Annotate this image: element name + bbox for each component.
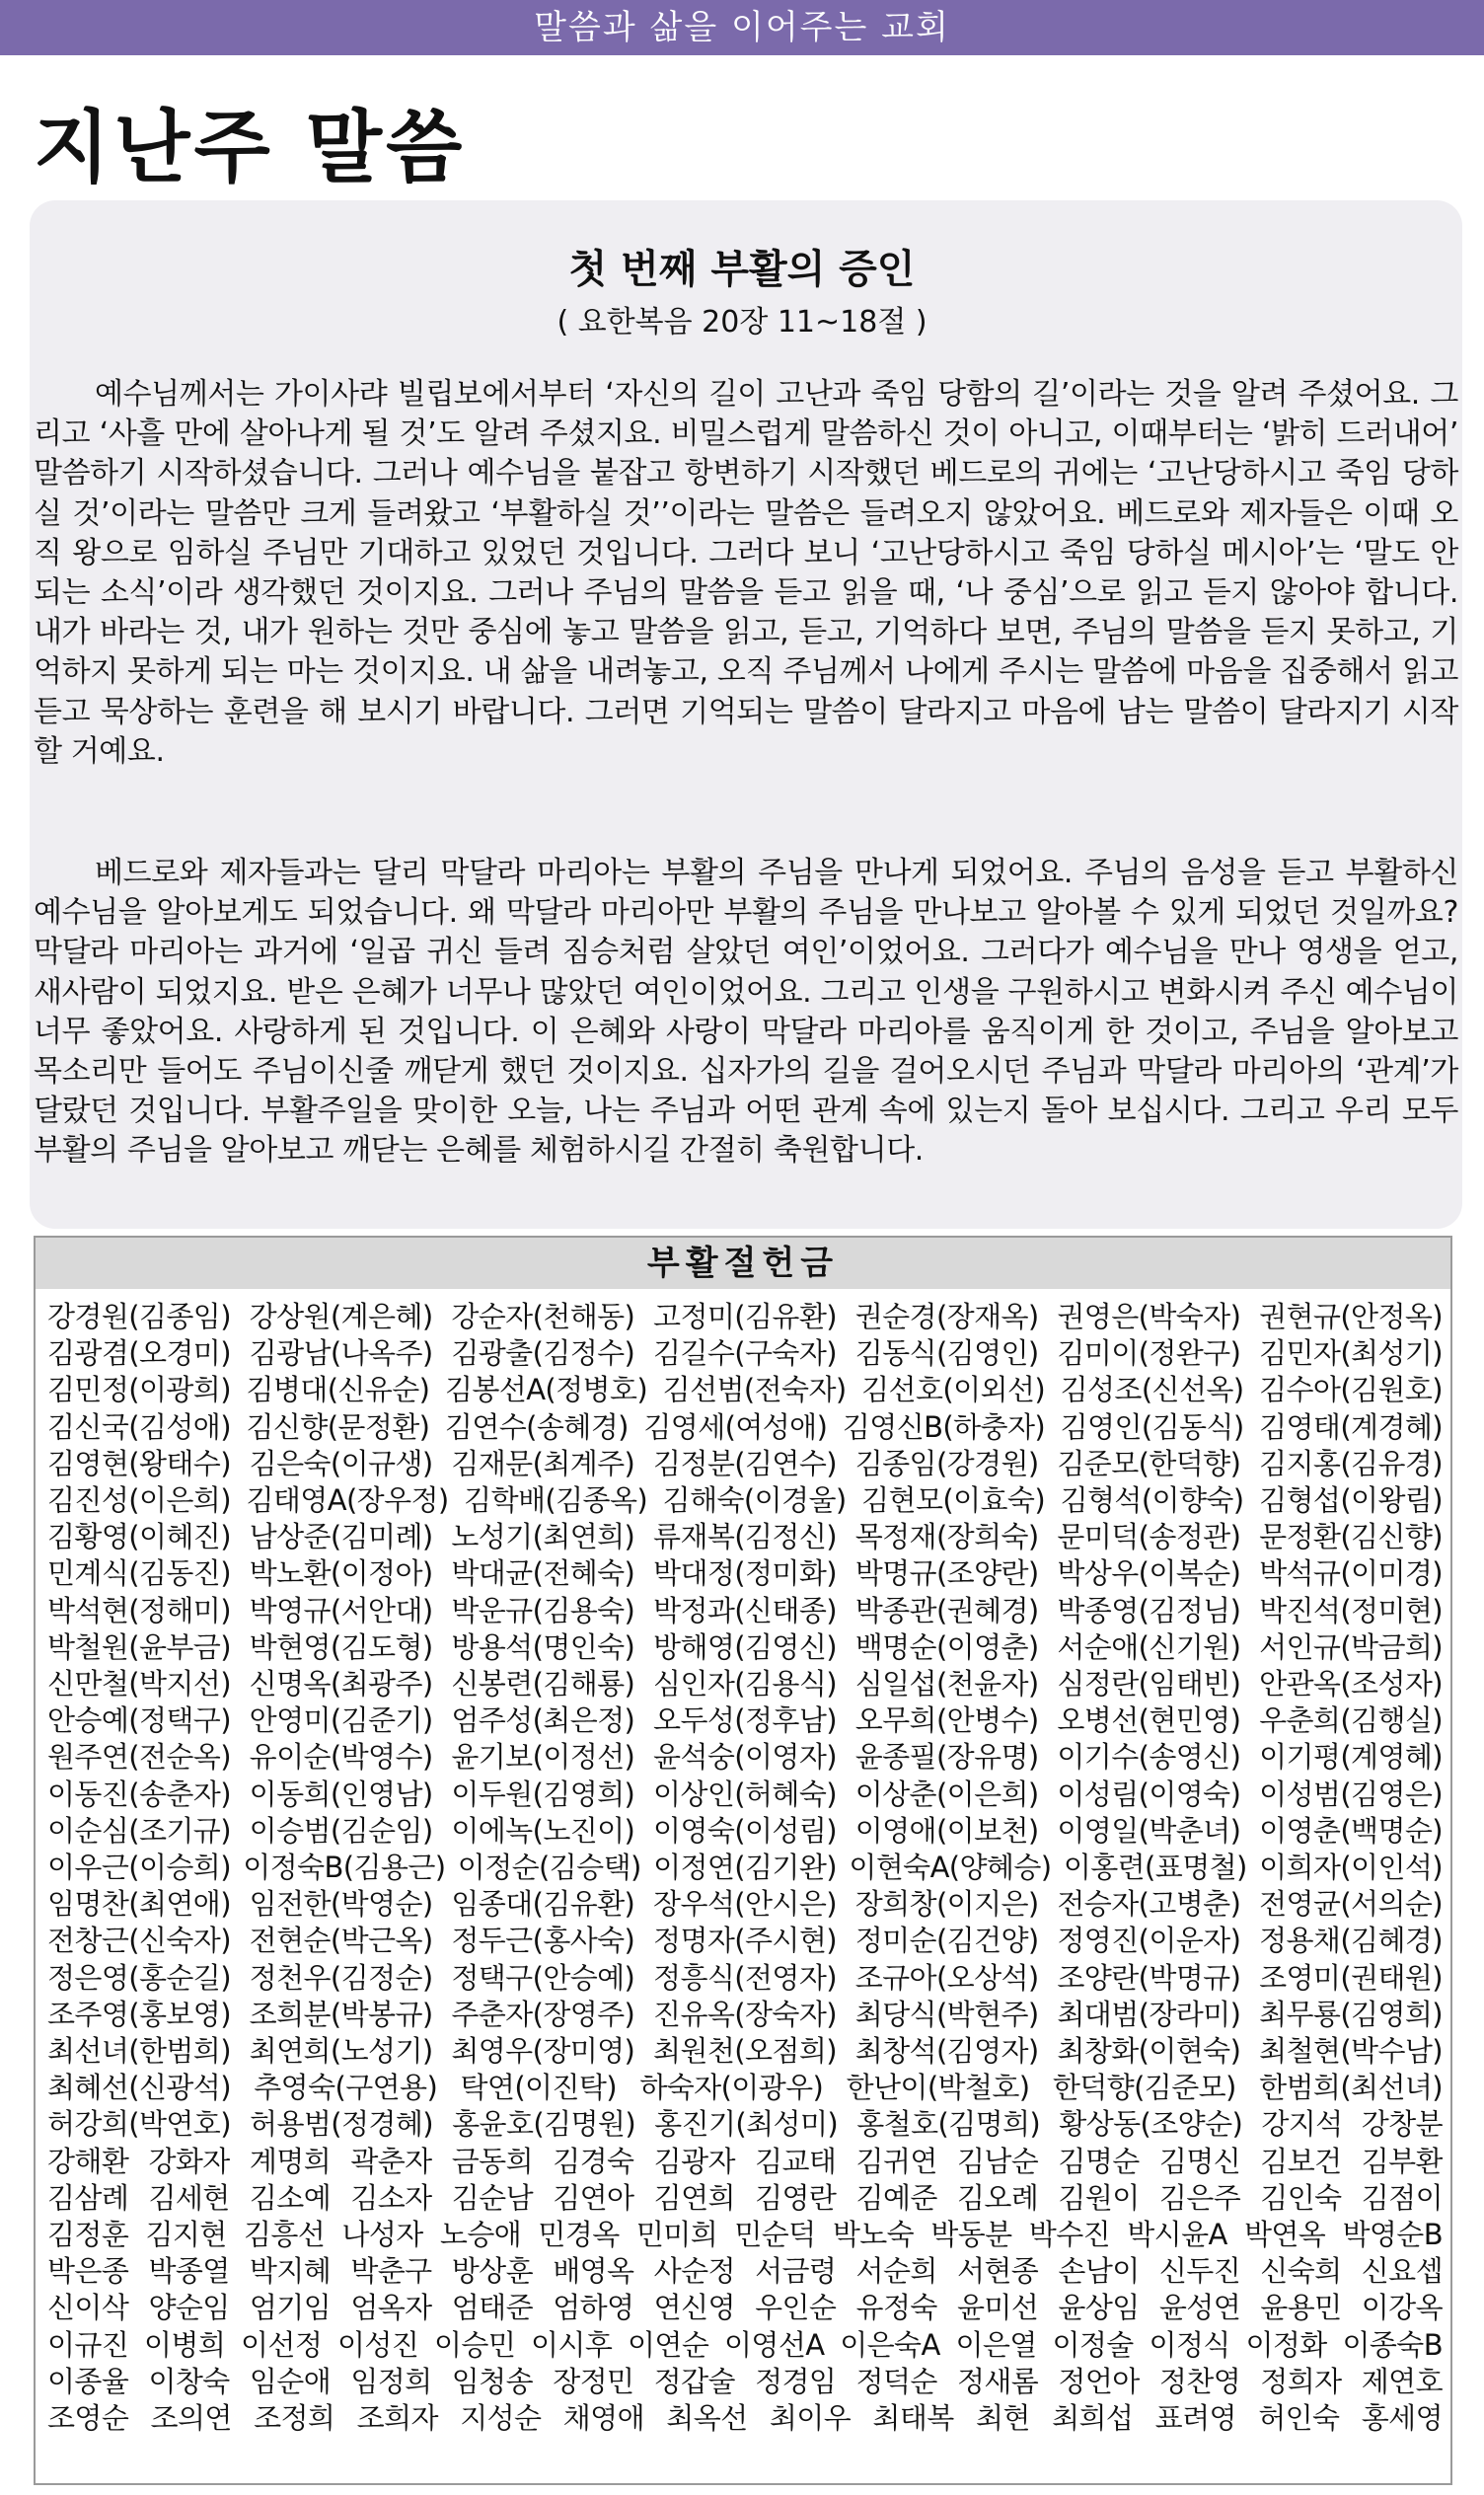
offering-row: 이규진 이병희 이선정 이성진 이승민 이시후 이연순 이영선A 이은숙A 이은열 이정술 이정식 이정화 이종숙B [47, 2327, 1443, 2362]
sermon-paragraph-2: 베드로와 제자들과는 달리 막달라 마리아는 부활의 주님을 만나게 되었어요. 주님의 음성을 듣고 부활하신 예수님을 알아보게도 되었습니다. 왜 막달라 마리아만 부활의 주님을 만나보고 알아볼 수 있게 되었던 것일까요? 막달라 마리아는 과거에 ‘일곱 귀신 들려 짐승처럼 살았던 여인’이었어요. 그러다가 예수님을 만나 영생을 얻고, 새사람이 되었지요. 받은 은혜가 너무나 많았던 여인이었어요. 그리고 인생을 구원하시고 변화시켜 주신 예수님이 너무 좋았어요. 사랑하게 된 것입니다. 이 은혜와 사랑이 막달라 마리아를 움직이게 한 것이고, 주님을 알아보고 목소리만 들어도 주님이신줄 깨닫게 했던 것이지요. 십자가의 길을 걸어오시던 주님과 막달라 마리아의 ‘관계’가 달랐던 것입니다. 부활주일을 맞이한 오늘, 나는 주님과 어떤 관계 속에 있는지 돌아 보십시다. 그리고 우리 모두 부활의 주님을 알아보고 깨닫는 은혜를 체험하시길 간절히 축원합니다. [34, 856, 1458, 1169]
offering-row: 김민정(이광희) 김병대(신유순) 김봉선A(정병호) 김선범(전숙자) 김선호(이외선) 김성조(신선옥) 김수아(김원호) [47, 1373, 1443, 1407]
offering-row: 신이삭 양순임 엄기임 엄옥자 엄태준 엄하영 연신영 우인순 유정숙 윤미선 윤상임 윤성연 윤용민 이강옥 [47, 2291, 1443, 2325]
offering-row: 최선녀(한범희) 최연희(노성기) 최영우(장미영) 최원천(오점희) 최창석(김영자) 최창화(이현숙) 최철현(박수남) [47, 2034, 1443, 2069]
sermon-reference: ( 요한복음 20장 11~18절 ) [556, 305, 928, 340]
offering-row: 박석현(정해미) 박영규(서안대) 박운규(김용숙) 박정과(신태종) 박종관(권혜경) 박종영(김정님) 박진석(정미현) [47, 1593, 1443, 1627]
offering-row: 김황영(이혜진) 남상준(김미례) 노성기(최연희) 류재복(김정신) 목정재(장희숙) 문미덕(송정관) 문정환(김신향) [47, 1520, 1443, 1554]
offering-row: 김영현(왕태수) 김은숙(이규생) 김재문(최계주) 김정분(김연수) 김종임(강경원) 김준모(한덕향) 김지홍(김유경) [47, 1446, 1443, 1480]
offering-row: 신만철(박지선) 신명옥(최광주) 신봉련(김해룡) 심인자(김용식) 심일섭(천윤자) 심정란(임태빈) 안관옥(조성자) [47, 1667, 1443, 1701]
offering-row: 전창근(신숙자) 전현순(박근옥) 정두근(홍사숙) 정명자(주시현) 정미순(김건양) 정영진(이운자) 정용채(김혜경) [47, 1924, 1443, 1958]
page-title: 지난주 말씀 [34, 102, 467, 193]
offering-row: 최혜선(신광석) 추영숙(구연용) 탁연(이진탁) 하숙자(이광우) 한난이(박철호) 한덕향(김준모) 한범희(최선녀) [47, 2071, 1443, 2105]
offering-row: 강경원(김종임) 강상원(계은혜) 강순자(천해동) 고정미(김유환) 권순경(장재옥) 권영은(박숙자) 권현규(안정옥) [47, 1300, 1443, 1333]
offering-row: 이종율 이창숙 임순애 임정희 임청송 장정민 정갑술 정경임 정덕순 정새롬 정언아 정찬영 정희자 제연호 [47, 2364, 1443, 2398]
offering-row: 김정훈 김지현 김흥선 나성자 노승애 민경옥 민미희 민순덕 박노숙 박동분 박수진 박시윤A 박연옥 박영순B [47, 2218, 1443, 2252]
offering-header: 부활절헌금 [34, 1236, 1452, 1291]
sermon-paragraph-1: 예수님께서는 가이사랴 빌립보에서부터 ‘자신의 길이 고난과 죽임 당함의 길’이라는 것을 알려 주셨어요. 그리고 ‘사흘 만에 살아나게 될 것’도 알려 주셨지요. 비밀스럽게 말씀하신 것이 아니고, 이때부터는 ‘밝히 드러내어’ 말씀하기 시작하셨습니다. 그러나 예수님을 붙잡고 항변하기 시작했던 베드로의 귀에는 ‘고난당하시고 죽임 당하실 것’이라는 말씀만 크게 들려왔고 ‘부활하실 것’’이라는 말씀은 들려오지 않았어요. 베드로와 제자들은 이때 오직 왕으로 임하실 주님만 기대하고 있었던 것입니다. 그러다 보니 ‘고난당하시고 죽임 당하실 메시아’는 ‘말도 안되는 소식’이라 생각했던 것이지요. 그러나 주님의 말씀을 듣고 읽을 때, ‘나 중심’으로 읽고 듣지 않아야 합니다. 내가 바라는 것, 내가 원하는 것만 중심에 놓고 말씀을 읽고, 듣고, 기억하다 보면, 주님의 말씀을 듣지 못하고, 기억하지 못하게 되는 마는 것이지요. 내 삶을 내려놓고, 오직 주님께서 나에게 주시는 말씀에 마음을 집중해서 읽고 듣고 묵상하는 훈련을 해 보시기 바랍니다. 그러면 기억되는 말씀이 달라지고 마음에 남는 말씀이 달라지기 시작할 거예요. [34, 377, 1459, 769]
offering-row: 박은종 박종열 박지혜 박춘구 방상훈 배영옥 사순정 서금령 서순희 서현종 손남이 신두진 신숙희 신요셉 [47, 2254, 1443, 2289]
offering-row: 정은영(홍순길) 정천우(김정순) 정택구(안승예) 정흥식(전영자) 조규아(오상석) 조양란(박명규) 조영미(권태원) [47, 1960, 1443, 1995]
offering-name-list [47, 1299, 1443, 2437]
top-banner: 말씀과 삶을 이어주는 교회 [0, 0, 1484, 55]
offering-row: 이동진(송춘자) 이동희(인영남) 이두원(김영희) 이상인(허혜숙) 이상춘(이은희) 이성림(이영숙) 이성범(김영은) [47, 1777, 1443, 1811]
offering-row: 김삼례 김세현 김소예 김소자 김순남 김연아 김연희 김영란 김예준 김오례 김원이 김은주 김인숙 김점이 [47, 2180, 1443, 2215]
offering-row: 조영순 조의연 조정희 조희자 지성순 채영애 최옥선 최이우 최태복 최현 최희섭 표려영 허인숙 홍세영 [47, 2401, 1443, 2436]
offering-row: 조주영(홍보영) 조희분(박봉규) 주춘자(장영주) 진유옥(장숙자) 최당식(박현주) 최대범(장라미) 최무룡(김영희) [47, 1997, 1443, 2031]
offering-row: 김광겸(오경미) 김광남(나옥주) 김광출(김정수) 김길수(구숙자) 김동식(김영인) 김미이(정완구) 김민자(최성기) [47, 1336, 1443, 1371]
offering-row: 이순심(조기규) 이승범(김순임) 이에녹(노진이) 이영숙(이성림) 이영애(이보천) 이영일(박춘녀) 이영춘(백명순) [47, 1813, 1443, 1848]
offering-row: 원주연(전순옥) 유이순(박영수) 윤기보(이정선) 윤석숭(이영자) 윤종필(장유명) 이기수(송영신) 이기평(계영혜) [47, 1740, 1443, 1775]
offering-row: 안승예(정택구) 안영미(김준기) 엄주성(최은정) 오두성(정후남) 오무희(안병수) 오병선(현민영) 우춘희(김행실) [47, 1703, 1443, 1738]
sermon-title: 첫 번째 부활의 증인 [568, 247, 916, 292]
offering-row: 이우근(이승희) 이정숙B(김용근) 이정순(김승택) 이정연(김기완) 이현숙A(양혜승) 이홍련(표명철) 이희자(이인석) [47, 1851, 1443, 1885]
offering-row: 박철원(윤부금) 박현영(김도형) 방용석(명인숙) 방해영(김영신) 백명순(이영춘) 서순애(신기원) 서인규(박금희) [47, 1629, 1443, 1664]
offering-row: 김신국(김성애) 김신향(문정환) 김연수(송혜경) 김영세(여성애) 김영신B(하충자) 김영인(김동식) 김영태(계경혜) [47, 1409, 1443, 1444]
offering-row: 김진성(이은희) 김태영A(장우정) 김학배(김종옥) 김해숙(이경울) 김현모(이효숙) 김형석(이향숙) 김형섭(이왕림) [47, 1483, 1443, 1518]
offering-row: 강해환 강화자 계명희 곽춘자 금동희 김경숙 김광자 김교태 김귀연 김남순 김명순 김명신 김보건 김부환 [47, 2144, 1443, 2178]
offering-row: 임명찬(최연애) 임전한(박영순) 임종대(김유환) 장우석(안시은) 장희창(이지은) 전승자(고병춘) 전영균(서의순) [47, 1887, 1443, 1922]
offering-row: 허강희(박연호) 허용범(정경혜) 홍윤호(김명원) 홍진기(최성미) 홍철호(김명희) 황상동(조양순) 강지석 강창분 [47, 2107, 1443, 2142]
offering-row: 민계식(김동진) 박노환(이정아) 박대균(전혜숙) 박대정(정미화) 박명규(조양란) 박상우(이복순) 박석규(이미경) [47, 1556, 1443, 1591]
